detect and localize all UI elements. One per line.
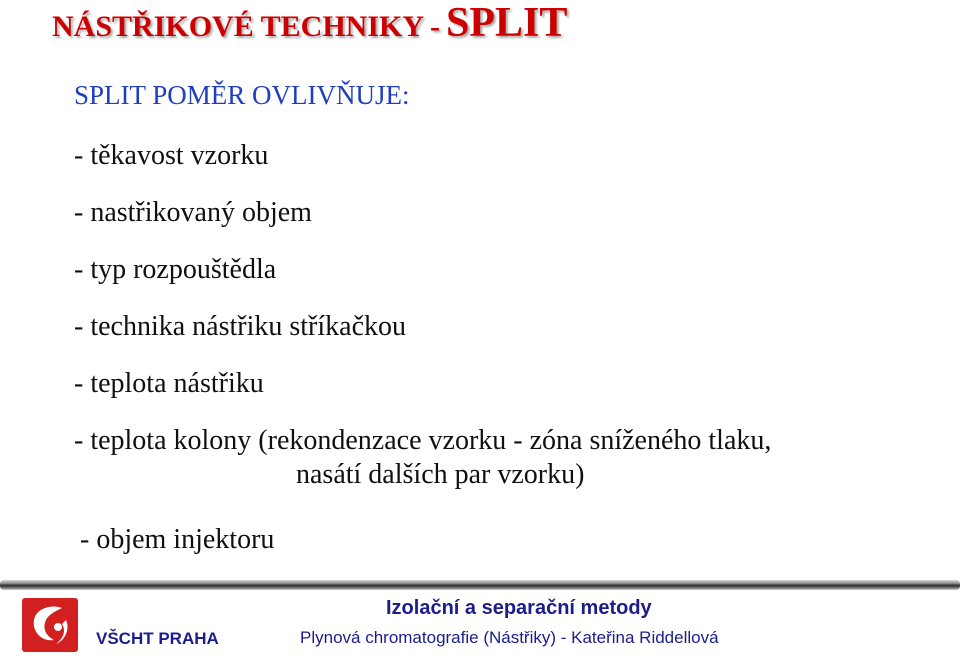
title-main: NÁSTŘIKOVÉ TECHNIKY — [52, 10, 425, 43]
list-item: - objem injektoru — [80, 524, 275, 555]
list-item-continuation: nasátí dalších par vzorku) — [296, 459, 585, 490]
list-item: - teplota nástřiku — [74, 368, 264, 399]
vscht-logo-icon — [22, 598, 78, 652]
list-item: - těkavost vzorku — [74, 140, 269, 171]
list-item-multiline — [74, 424, 771, 492]
list-item-text: - teplota kolony (rekondenzace vzorku - zóna sníženého tlaku, — [74, 425, 772, 456]
school-name: VŠCHT PRAHA — [96, 629, 219, 648]
list-item: - typ rozpouštědla — [74, 254, 277, 285]
list-item: - technika nástřiku stříkačkou — [74, 311, 407, 342]
page-title — [52, 0, 567, 55]
title-separator: - — [430, 10, 441, 43]
title-accent: SPLIT — [446, 0, 568, 46]
section-subtitle: SPLIT POMĚR OVLIVŇUJE: — [74, 80, 410, 110]
footer-divider — [0, 580, 960, 590]
list-item: - nastřikovaný objem — [74, 197, 312, 228]
course-title: Izolační a separační metody — [386, 597, 652, 619]
footer-info: Plynová chromatografie (Nástřiky) - Kateřina Riddellová — [300, 628, 719, 647]
